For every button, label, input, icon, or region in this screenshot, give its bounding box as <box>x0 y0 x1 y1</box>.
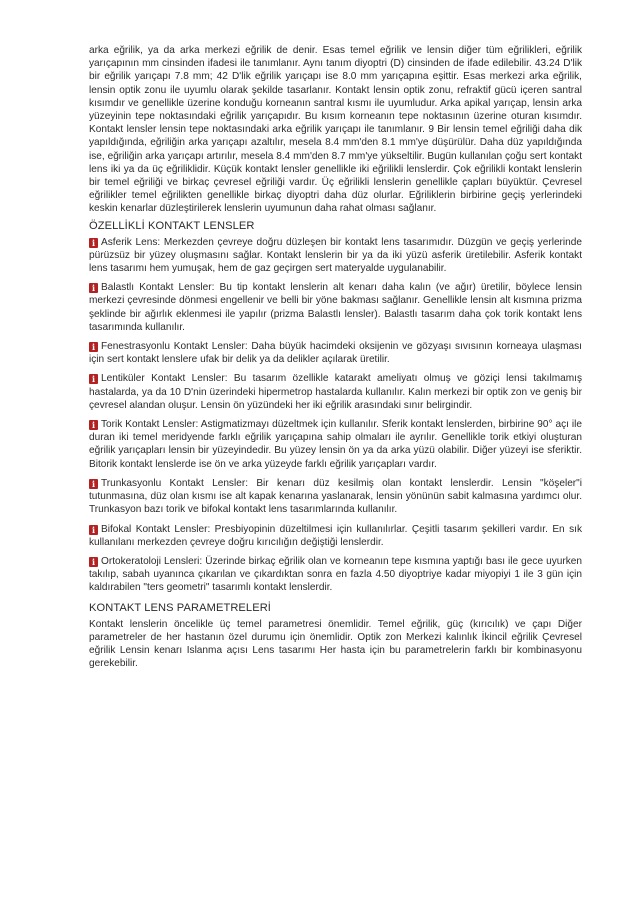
list-item-fenestrated <box>89 340 582 366</box>
parameters-paragraph: Kontakt lenslerin öncelikle üç temel parametresi önemlidir. Temel eğrilik, güç (kırıcılık) ve çapı Diğer parametreler de her hastanın özel durumu için önemlidir. Optik zon Merkezi kalınlık İkincil eğrilik Çevresel eğrilik Lensin kenarı Islanma açısı Lens tasarımı Her hasta için bu parametrelerin farklı bir kombinasyonu gerekebilir. <box>89 618 582 670</box>
section-heading-parameters: KONTAKT LENS PARAMETRELERİ <box>89 601 271 614</box>
info-icon: i <box>89 479 98 489</box>
item-text: Trunkasyonlu Kontakt Lensler: Bir kenarı düz kesilmiş olan kontakt lenslerdir. Lensin "köşeler"i tutunmasına, düz olan kısmı ise alt kapak kenarına yaslanarak, lensin yönünün sabit kalmasına yardımcı olur. Trunkasyon bazı torik ve bifokal kontakt lens tasarımlarında kullanılır. <box>89 477 582 516</box>
info-icon: i <box>89 420 98 430</box>
item-text: Torik Kontakt Lensler: Astigmatizmayı düzeltmek için kullanılır. Sferik kontakt lenslerden, birbirine 90° açı ile duran iki temel meridyende farklı eğrilik yarıçapına sahip olmaları ile ayrılır. Genellikle torik etkiyi oluşturan eğrilik yarıçapları lensin bir yüzeyindedir. Bu yüzey lensin ön ya da arka yüzü olabilir. Diğer yüzeyi ise sferiktir. Bitorik kontakt lenslerde ise ön ve arka yüzeyde farklı eğrilik yarıçapları vardır. <box>89 419 582 470</box>
item-text: Ortokeratoloji Lensleri: Üzerinde birkaç eğrilik olan ve korneanın tepe kısmına yaptığı bası ile gece uyurken takılıp, sabah uyanınca çıkarılan ve çıkardıktan sonra en fazla 4.50 diyoptriye kadar miyopiyi 1 ile 3 gün için kaldırabilen "ters geometri" tasarımlı kontakt lenslerdir. <box>89 555 582 594</box>
item-text: Balastlı Kontakt Lensler: Bu tip kontakt lenslerin alt kenarı daha kalın (ve ağır) üretilir, böylece lensin merkezi çevresinde dönmesi engellenir ve belli bir yöne bakması sağlanır. Genellikle lensin alt kısmına prizma şeklinde bir ağırlık eklenmesi ile yapılır (prizma Balastlı lensler). Balastlı tasarım daha çok torik kontakt lens tasarımında kullanılır. <box>89 282 582 333</box>
list-item-bifocal <box>89 523 582 549</box>
list-item-ballasted <box>89 281 582 334</box>
item-text: Fenestrasyonlu Kontakt Lensler: Daha büyük hacimdeki oksijenin ve gözyaşı sıvısının korneaya ulaşması için sert kontakt lenslere ufak bir delik ya da delikler açılarak üretilir. <box>89 341 582 366</box>
item-text: Bifokal Kontakt Lensler: Presbiyopinin düzeltilmesi için kullanılırlar. Çeşitli tasarım şekilleri vardır. En sık kullanılanı merkezden çevreye doğru kırıcılığın değiştiği lenslerdir. <box>89 523 582 548</box>
info-icon: i <box>89 525 98 535</box>
list-item-toric <box>89 418 582 471</box>
info-icon: i <box>89 238 98 248</box>
info-icon: i <box>89 283 98 293</box>
intro-paragraph: arka eğrilik, ya da arka merkezi eğrilik de denir. Esas temel eğrilik ve lensin diğer tüm eğrilikleri, eğrilik yarıçapının mm cinsinden ifadesi ile tanımlanır. Aynı tanım diyoptri (D) cinsinden de ifade edilebilir. 43.24 D'lik bir eğrilik yarıçapı 7.8 mm; 42 D'lik eğrilik yarıçapı ise 8.0 mm yarıçapına eşittir. Esas merkezi arka eğrilik, lensin optik zonu ile uyumlu olarak şekilde tasarlanır. Kontakt lensin optik zonu, refraktif gücü içeren santral kısımdır ve genellikle üzerine konduğu korneanın santral kısmı ile uyumludur. Arka apikal yarıçap, lensin arka yüzeyinin tepe noktasındaki eğrilik yarıçapıdır. Bu kısım korneanın tepe noktasının üzerine oturan kısımdır. Kontakt lensler lensin tepe noktasındaki arka eğrilik yarıçapı ile tanımlanır. 9 Bir lensin temel eğriliği daha dik yapıldığında, eğriliğin arka yarıçapı azaltılır, mesela 8.4 mm'den 8.1 mm'ye düşürülür. Daha düz yapıldığında ise, eğriliğin arka yarıçapı artırılır, mesela 8.4 mm'den 8.7 mm'ye yükseltilir. Bugün kullanılan çoğu sert kontakt lens iki ya da üç eğriliklidir. Küçük kontakt lensler genellikle iki eğrilikli lenslerdir. Çok eğrilikli kontakt lenslerin bir temel eğriliği ve birkaç çevresel eğriliği vardır. Üç eğrilikli lenslerin genellikle çapları büyüktür. Çevresel eğrilikler temel eğrilikten genellikle birkaç diyoptri daha düz olurlar. Eğriliklerin birbirine geçiş yerlerindeki keskin kenarlar düzleştirilerek lenslerin uyumunun daha rahat olması sağlanır. <box>89 45 582 215</box>
list-item-lenticular <box>89 372 582 412</box>
section-heading-special-lenses: ÖZELLİKLİ KONTAKT LENSLER <box>89 219 255 232</box>
info-icon: i <box>89 557 98 567</box>
info-icon: i <box>89 374 98 384</box>
item-text: Lentiküler Kontakt Lensler: Bu tasarım özellikle katarakt ameliyatı olmuş ve göziçi lensi takılmamış hastalarda, ya da 10 D'nin üzerindeki hipermetrop hastalarda kullanılır. Kalın merkezi bir optik zon ve geniş bir çevresel alandan oluşur. Lensin ön yüzündeki her iki eğrilik arasındaki sınır belirgindir. <box>89 373 582 411</box>
info-icon: i <box>89 342 98 352</box>
list-item-aspheric <box>89 236 582 276</box>
list-item-truncated <box>89 477 582 517</box>
list-item-orthokeratology <box>89 555 582 595</box>
item-text: Asferik Lens: Merkezden çevreye doğru düzleşen bir kontakt lens tasarımıdır. Düzgün ve geçiş yerlerinde pürüzsüz bir yüzey oluşmasını sağlar. Kontakt lenslerin bir ya da iki yüzü asferik üretilebilir. Asferik kontakt lens tasarımı hem yumuşak, hem de gaz geçirgen sert materyalde uygulanabilir. <box>89 236 582 275</box>
